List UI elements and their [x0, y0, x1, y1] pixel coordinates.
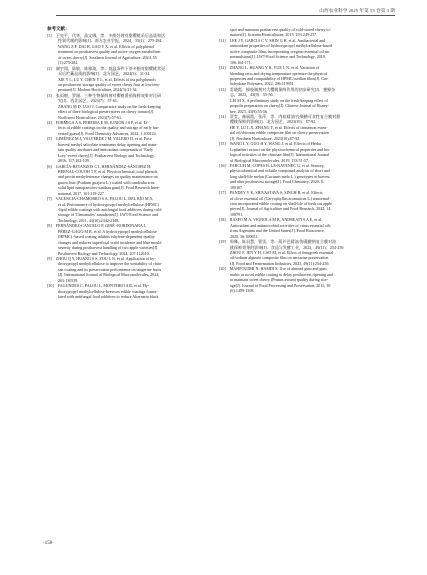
reference-line: guava fruit (Psidium guajava L.) coated with candeuba wax: [58, 179, 155, 185]
reference-line: age[J]. Journal of Food Processing and Preservation, 2015, 39: [230, 282, 331, 288]
reference-line: sion incorporated edible coating on shelf-life of fresh cut apple: [230, 201, 332, 206]
reference-line: droxypropyl methylcellulose-beeswax edible coatings formu-: [58, 288, 158, 294]
reference-line: active composite films incorporating oregano essential oil na-: [230, 48, 330, 54]
reference-line: fects of edible coatings on the quality and storage of early har-: [58, 125, 160, 131]
reference-line: Technology, 2011, 44(10):2342-2348.: [58, 217, 120, 223]
reference-line: [J]. Northern Horticulture, 2023(10):87-92.: [230, 135, 301, 141]
reference-line: propolis preparation on cherry[J]. Chinese Journal of Honey-: [230, 103, 329, 109]
reference-line: on postharvest storage quality of sweet cherry fruit at low tem-: [58, 81, 160, 87]
reference-line: from Argentina and the United States[J]. Food Bioscience,: [230, 228, 325, 234]
journal-title: 山西农业科学 2025 年第 53 卷第 3 期: [319, 8, 395, 13]
reference-line: of sweet cherry[J]. Southern Journal of Agriculture, 2024, 55: [58, 54, 157, 60]
reference-entry-start: [10] FAGUNDES C, PALOU L, MONTEIRO A R, et al. Hy-: [47, 283, 150, 289]
references-heading: 参考文献：: [47, 27, 70, 32]
reference-line: matoes[J]. Scientia Horticulturae, 2015, 193:249-257.: [230, 32, 318, 38]
reference-line: blending ratio and drying temperature optimize the physical: [230, 70, 327, 76]
reference-line: 100107.: [230, 184, 244, 190]
reference-line: 志，2023，43(9)：55-56.: [230, 92, 274, 98]
page-number: ·158·: [43, 541, 54, 546]
reference-line: changes and reduces superficial scald incidence and blue mould: [58, 239, 162, 245]
reference-line: and after postharvest storage[J]. Food Chemistry, 2020, 8:: [230, 179, 324, 185]
reference-line: arabic as novel edible coating to delay postharvest ripening and: [230, 271, 333, 277]
reference-line: tial oil/chitosan edible composite film on cherry preservation: [230, 130, 329, 136]
reference-entry-start: [1] 王亮平，代华，高文娜，等．多酚处理对甜樱桃采后品质和活: [47, 33, 166, 38]
reference-line: 性氧代谢的影响[J]．南方农业学报，2024，55(1)：275-284.: [58, 38, 163, 44]
reference-line: antioxidant properties of hydroxypropyl methylcellulose-based: [230, 43, 333, 49]
reference-line: and pectin methylesterase changes on quality maintenance on: [58, 174, 158, 180]
reference-line: PÉREZ-GAGO M B, et al. A hydroxypropyl methylcellulose: [58, 228, 157, 234]
reference-entry-start: [6] GARCÍA-BETANZOS C I, HERNÁNDEZ-SÁNCHEZ H,: [47, 163, 152, 169]
reference-entry-start: [17] PANDEY V K, SRIVASTAVA S, SINGH R, et al. Effects: [219, 190, 323, 196]
reference-line: 2016, 117:102-109.: [58, 158, 90, 164]
reference-line: BERNAL-COUOH T F, et al. Physicochemical, total phenols: [58, 168, 158, 174]
reference-line: 263:130539.: [58, 277, 79, 283]
reference-entry-start: [9] ZHOU Q Y, HUANG S S, ZOU L N, et al. Application of hy-: [47, 255, 156, 261]
reference-line: noemulsions[J]. LWT-Food Science and Technology, 2019,: [230, 54, 326, 60]
reference-line: droxypropyl methylcellulose to improve the wettability of chito-: [58, 261, 163, 267]
reference-line: Lory' sweet cherry[J]. Postharvest Biology and Technology,: [58, 152, 155, 158]
reference-line: effect of three biological preservatives on cherry tomato[J].: [58, 109, 155, 115]
reference-entry-start: [16] FARCUH M, COPES B, LE-NAVENEC G, et al. Sensory,: [219, 162, 325, 168]
reference-line: ZHOU F, JEN Y H, CAO M, et al. Effect of fenugreek essential: [230, 249, 334, 255]
reference-line: Postharvest Biology and Technology, 2024, 207:112610.: [58, 250, 150, 256]
reference-line: of clove essential oil (Caryophyllus aromaticus L.) nanoemul-: [230, 195, 331, 201]
reference-line: treatment on postharvest quality and active oxygen metabolism: [58, 49, 161, 55]
reference-line: bee, 2023, 43(9):55-56.: [230, 108, 269, 114]
reference-line: (1):275-284.: [58, 60, 79, 66]
reference-line: national, 2017, 101:218-227.: [58, 190, 105, 196]
reference-entry-start: [20] MAHFOUDHI N, HAMDI S. Use of almond gum and gum: [219, 266, 327, 272]
reference-line: WANG Z F, DAI H, GAO Y X, et al. Effects of polyphenol: [58, 43, 154, 49]
reference-line: 100791.: [230, 211, 244, 217]
reference-entry-start: [4] FORMIGA A S, PEREIRA E M, JUNIOR J S P, et al. Ef-: [47, 120, 149, 125]
reference-entry-start: [7] VALENCIA-CHAMORRO S A, PALOU L, DEL RÍO M A,: [47, 196, 154, 202]
running-header: [56, 5, 395, 16]
reference-line: (6):1499-1508.: [230, 288, 255, 293]
reference-line: oil/sodium alginate composite film on nectarine preservation: [230, 255, 329, 261]
reference-line: severity during postharvest handling of two apple varieties[J].: [58, 245, 159, 251]
reference-line: LEI M X. A preliminary study on the fresh-keeping effect of: [230, 97, 328, 103]
reference-entry-start: [18] RASPO M A, VIGNOLA M B, ANDREATTA A E, et al.: [219, 217, 323, 223]
reference-line: long shelf-life melon (Cucumis melo L.) genotypes at harvest: [230, 173, 330, 179]
reference-line: solid lipid nanoparticles-xanthan gum[J]. Food Research Inter-: [58, 185, 160, 191]
reference-entry-start: [3] 张雨朝，罗谨．三种生物保鲜剂对樱桃番茄保鲜效果对比研: [47, 92, 161, 98]
reference-line: 究[J]．西北园艺，2023(7)：57-61.: [58, 98, 118, 104]
reference-line: [J]. Food and Fermentation Industries, 2023, 49(11):254-259.: [230, 260, 330, 266]
reference-line: storage of 'Clemenules' mandarins[J]. LWT-Food Science and: [58, 212, 159, 218]
reference-line: lated with antifungal food additives to reduce Alternaria black: [58, 294, 159, 299]
reference-line: et al. Performance of hydroxypropyl methylcellulose (HPMC): [58, 201, 159, 207]
reference-line: properties and compatibility of HPMC/curdlan films[J]. Car-: [230, 75, 329, 81]
reference-line: Northwest Horticulture, 2023(7):57-61.: [58, 114, 123, 120]
reference-line: to maintain sweet cherry (Prunus avium) quality during stor-: [230, 277, 329, 283]
reference-line: of Biological Macromolecules, 2019, 133:51-57.: [230, 157, 310, 163]
reference-line: Antioxidant and antimicrobial activities of citrus essential oils: [230, 222, 331, 228]
reference-line: XIE Y L, LU Y, CHEN Y L, et al. Effects of tea polyphenols: [58, 76, 156, 82]
reference-line: logical activities of the chitosan film[J]. International Journal: [230, 152, 330, 158]
reference-line: HE Y, LU L X, ZHANG Y, et al. Effects of cinnamon essen-: [230, 124, 328, 130]
reference-line: vested guava[J]. Food Chemistry Advances, 2022, 1:100124.: [58, 130, 157, 136]
reference-entry-start: [2] 谢宇翔，陆敏，陈雅琦，等．低温条件下茶多酚对甜樱桃常见: [47, 65, 166, 71]
reference-entry-start: [19] 周舞，陈羽慧，曹雷，等．葫芦巴精油/海藻酸钠复合膜对油: [219, 239, 337, 245]
reference-line: physicochemical and volatile compound analysis of short and: [230, 168, 330, 174]
reference-line: [J]. International Journal of Biological Macromolecules, 2024,: [58, 272, 160, 278]
reference-entry-start: [8] FERNÁNDEZ-CANCELO P, GINÉ -BORDONABA J,: [47, 223, 147, 229]
reference-line: pieces[J]. Journal of Agriculture and Food Research, 2022, 14:: [230, 206, 332, 212]
reference-line: 106:164-171.: [230, 59, 252, 65]
reference-line: bohydrate Polymers, 2022, 296:119951.: [230, 81, 295, 87]
reference-line: san coating and its preservation performance on tangerine fruits: [58, 266, 162, 272]
reference-line: Lophatheri extract on the physicochemical properties and bio-: [230, 146, 331, 152]
right-column: [219, 27, 395, 293]
reference-line: tain quality attributes and antioxidant compounds of 'Early: [58, 147, 154, 153]
reference-line: spot and maintain postharvest quality of cold-stored cherry to-: [230, 27, 331, 32]
reference-line: 采后贮藏品质的影响[J]．北方园艺，2024(3)：31-34.: [58, 71, 151, 77]
left-column: [47, 27, 223, 299]
reference-line: -lipid edible coatings with antifungal food additives during cold: [58, 207, 162, 212]
reference-line: (HPMC) -based coating inhibits ethylene-dependent quality: [58, 234, 155, 240]
reference-entry-start: [14] 贺莹，虞丽霞，张萍，等．肉桂精油/壳聚糖可食性复合膜对甜: [219, 114, 341, 119]
reference-line: 樱桃保鲜的影响[J]．北方园艺，2023(10)：87-92.: [230, 119, 317, 125]
reference-line: perature[J]. Modern Horticulture, 2024(3):31-34.: [58, 87, 138, 93]
reference-entry-start: [13] 雷晓霞．蜂胶制剂对大樱桃保鲜作用的初步研究[J]．蜜蜂杂: [219, 86, 336, 92]
reference-entry-start: [15] WANG L Y, GUO H Y, WANG J, et al. Effects of Herba: [219, 141, 321, 147]
reference-line: harvest methyl salicylate treatments delay ripening and main-: [58, 141, 158, 147]
reference-entry-start: [5] GIMÉNEZ M J, VALVERDE J M, VALERO D, et al. Post-: [47, 136, 153, 142]
reference-entry-start: [12] ZHANG L, HUANG Y K, YUE L N, et al. Variation of: [219, 65, 320, 71]
reference-line: 2020, 36:100651.: [230, 233, 259, 239]
reference-line: ZHANG M D, LUO J. Comparative study on the fresh-keeping: [58, 103, 161, 109]
reference-line: 桃保鲜效果的影响[J]．食品与发酵工业，2023，49(11)：254-259.: [230, 244, 345, 250]
reference-entry-start: [11] LEE J Y, GARCIA C V, SHIN G H, et al. Antibacterial and: [219, 37, 326, 43]
